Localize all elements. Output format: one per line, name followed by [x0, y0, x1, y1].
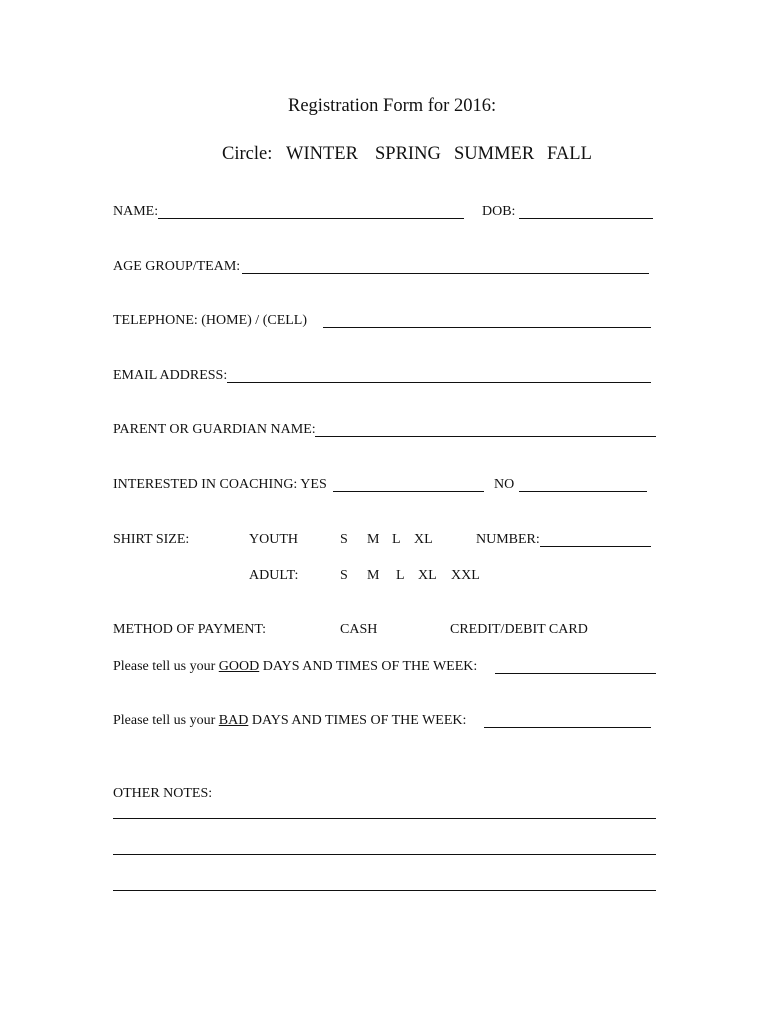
youth-size-m[interactable]: M [367, 532, 380, 547]
notes-line-3[interactable] [113, 890, 656, 891]
payment-label: METHOD OF PAYMENT: [113, 622, 267, 637]
season-option-summer[interactable]: SUMMER [454, 144, 535, 164]
payment-option-card[interactable]: CREDIT/DEBIT CARD [450, 622, 588, 637]
parent-guardian-label: PARENT OR GUARDIAN NAME: [113, 422, 316, 437]
good-days-field[interactable] [495, 673, 656, 674]
notes-line-2[interactable] [113, 854, 656, 855]
good-days-suffix: DAYS AND TIMES OF THE WEEK: [259, 659, 478, 674]
bad-days-field[interactable] [484, 727, 651, 728]
adult-size-xl[interactable]: XL [418, 568, 437, 583]
circle-label: Circle: [222, 144, 273, 164]
name-label: NAME: [113, 204, 159, 219]
number-label: NUMBER: [476, 532, 540, 547]
telephone-label: TELEPHONE: (HOME) / (CELL) [113, 313, 308, 328]
adult-size-s[interactable]: S [340, 568, 348, 583]
bad-days-prefix: Please tell us your [113, 713, 219, 728]
coaching-yes-field[interactable] [333, 491, 484, 492]
good-days-emphasis: GOOD [218, 659, 260, 674]
bad-days-suffix: DAYS AND TIMES OF THE WEEK: [248, 713, 467, 728]
youth-label: YOUTH [249, 532, 298, 547]
good-days-label [113, 659, 477, 675]
adult-size-m[interactable]: M [367, 568, 380, 583]
age-group-label: AGE GROUP/TEAM: [113, 259, 241, 274]
season-option-spring[interactable]: SPRING [375, 144, 441, 164]
youth-size-xl[interactable]: XL [414, 532, 433, 547]
form-title: Registration Form for 2016: [288, 96, 497, 116]
dob-label: DOB: [482, 204, 516, 219]
youth-size-l[interactable]: L [392, 532, 401, 547]
season-option-winter[interactable]: WINTER [286, 144, 358, 164]
notes-line-1[interactable] [113, 818, 656, 819]
email-label: EMAIL ADDRESS: [113, 368, 228, 383]
coaching-label: INTERESTED IN COACHING: YES [113, 477, 327, 492]
name-field[interactable] [158, 218, 464, 219]
adult-size-xxl[interactable]: XXL [451, 568, 480, 583]
bad-days-emphasis: BAD [218, 713, 249, 728]
email-field[interactable] [227, 382, 651, 383]
coaching-no-label: NO [494, 477, 515, 492]
bad-days-label [113, 713, 466, 729]
shirt-size-label: SHIRT SIZE: [113, 532, 190, 547]
adult-label: ADULT: [249, 568, 299, 583]
good-days-prefix: Please tell us your [113, 659, 219, 674]
payment-option-cash[interactable]: CASH [340, 622, 378, 637]
telephone-field[interactable] [323, 327, 651, 328]
dob-field[interactable] [519, 218, 653, 219]
adult-size-l[interactable]: L [396, 568, 405, 583]
age-group-field[interactable] [242, 273, 649, 274]
other-notes-label: OTHER NOTES: [113, 786, 213, 801]
number-field[interactable] [540, 546, 651, 547]
season-option-fall[interactable]: FALL [547, 144, 592, 164]
coaching-no-field[interactable] [519, 491, 647, 492]
parent-guardian-field[interactable] [315, 436, 656, 437]
youth-size-s[interactable]: S [340, 532, 348, 547]
